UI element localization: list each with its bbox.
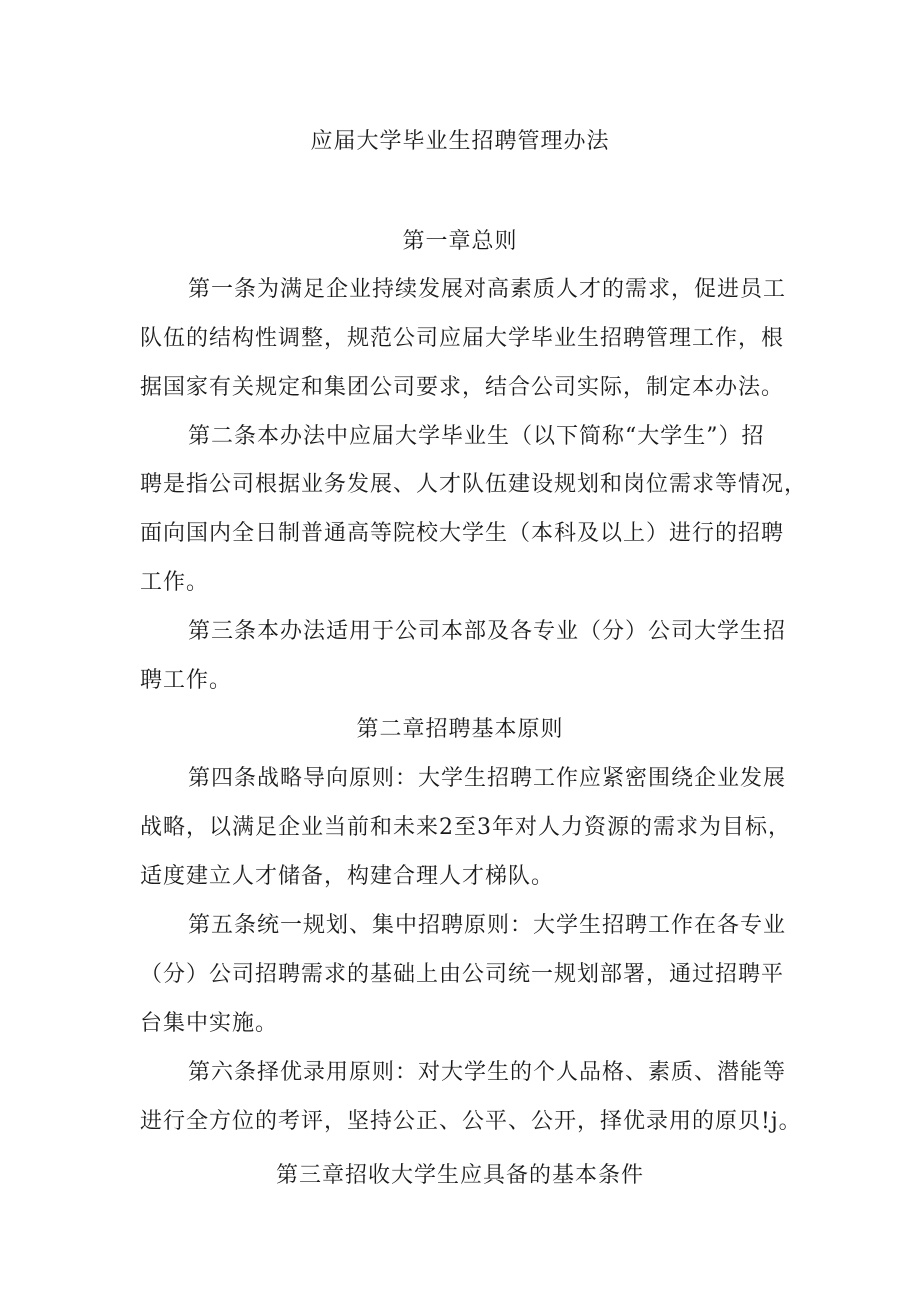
chapter-1-heading: 第一章总则 <box>402 229 518 254</box>
article-6-line: 进行全方位的考评，坚持公正、公平、公开，择优录用的原贝!j。 <box>140 1109 802 1134</box>
article-2-line: 工作。 <box>140 570 210 595</box>
article-4-line: 适度建立人才储备，构建合理人才梯队。 <box>140 864 555 889</box>
article-1-line: 第一条为满足企业持续发展对高素质人才的需求，促进员工 <box>188 277 787 302</box>
article-4-line: 战略，以满足企业当前和未来2至3年对人力资源的需求为目标， <box>140 815 791 840</box>
article-5-line: （分）公司招聘需求的基础上由公司统一规划部署，通过招聘平 <box>140 962 785 987</box>
article-2-line: 第二条本办法中应届大学毕业生（以下简称“大学生”）招 <box>188 424 765 449</box>
chapter-2-heading: 第二章招聘基本原则 <box>356 717 564 742</box>
article-1-line: 队伍的结构性调整，规范公司应届大学毕业生招聘管理工作，根 <box>140 326 785 351</box>
article-5-line: 台集中实施。 <box>140 1011 279 1036</box>
article-2-line: 面向国内全日制普通高等院校大学生（本科及以上）进行的招聘 <box>140 521 785 546</box>
chapter-3-heading: 第三章招收大学生应具备的基本条件 <box>275 1163 644 1188</box>
article-1-line: 据国家有关规定和集团公司要求，结合公司实际，制定本办法。 <box>140 375 785 400</box>
article-4-line: 第四条战略导向原则：大学生招聘工作应紧密围绕企业发展 <box>188 766 787 791</box>
article-6-line: 第六条择优录用原则：对大学生的个人品格、素质、潜能等 <box>188 1060 787 1085</box>
article-5-line: 第五条统一规划、集中招聘原则：大学生招聘工作在各专业 <box>188 913 787 938</box>
article-3-line: 聘工作。 <box>140 668 233 693</box>
document-title: 应届大学毕业生招聘管理办法 <box>310 129 610 154</box>
article-2-line: 聘是指公司根据业务发展、人才队伍建设规划和岗位需求等情况， <box>140 472 808 497</box>
article-3-line: 第三条本办法适用于公司本部及各专业（分）公司大学生招 <box>188 619 787 644</box>
